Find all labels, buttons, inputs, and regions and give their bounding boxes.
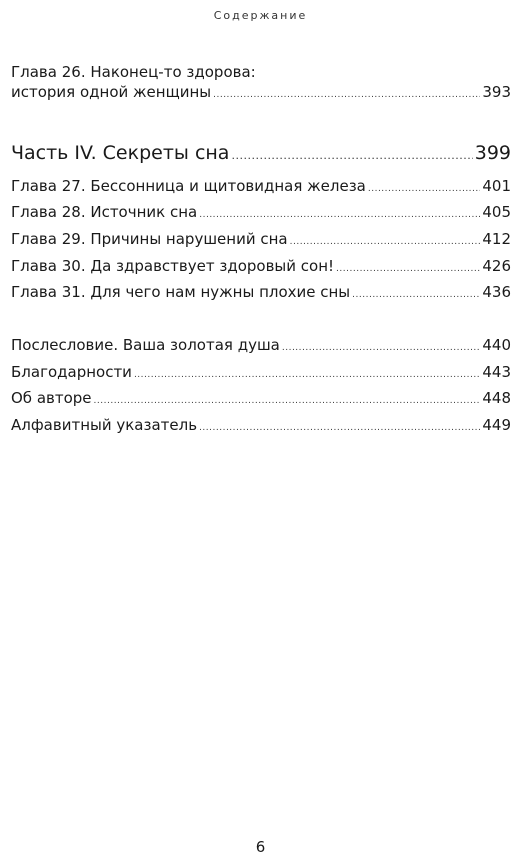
dot-leader	[352, 285, 480, 305]
dot-leader	[336, 259, 480, 279]
toc-entry-page: 412	[482, 230, 511, 248]
toc-entry-label: Об авторе	[11, 389, 92, 407]
toc-part-page: 399	[474, 142, 511, 164]
toc-part-label: Часть IV. Секреты сна	[11, 142, 230, 164]
toc-entry-label: Глава 30. Да здравствует здоровый сон!	[11, 257, 335, 275]
toc-entry-chapter-31[interactable]	[11, 282, 511, 305]
toc-chapter-26-title-line1: Глава 26. Наконец-то здорова:	[11, 63, 256, 81]
toc-entry-chapter-30[interactable]	[11, 256, 511, 279]
dot-leader	[213, 85, 480, 105]
toc-entry-index[interactable]	[11, 415, 511, 438]
toc-entry-label: Глава 28. Источник сна	[11, 203, 198, 221]
dot-leader	[368, 179, 481, 199]
dot-leader	[134, 365, 480, 385]
toc-entry-chapter-27[interactable]	[11, 176, 511, 199]
toc-entry-page: 426	[482, 257, 511, 275]
toc-entry-chapter-29[interactable]	[11, 229, 511, 252]
toc-entry-about-author[interactable]	[11, 388, 511, 411]
dot-leader	[199, 418, 480, 438]
toc-entry-page: 440	[482, 336, 511, 354]
toc-entry-chapter-26[interactable]	[11, 82, 511, 105]
toc-entry-part-4[interactable]	[11, 141, 511, 168]
toc-entry-page: 401	[482, 177, 511, 195]
toc-entry-page: 443	[482, 363, 511, 381]
toc-entry-label: история одной женщины	[11, 83, 212, 101]
toc-entry-page: 448	[482, 389, 511, 407]
page-number: 6	[255, 838, 266, 856]
running-head: Содержание	[213, 9, 308, 22]
toc-entry-label: Глава 27. Бессонница и щитовидная железа	[11, 177, 366, 195]
toc-entry-label: Глава 29. Причины нарушений сна	[11, 230, 288, 248]
toc-entry-label: Алфавитный указатель	[11, 416, 198, 434]
dot-leader	[282, 338, 481, 358]
toc-entry-label: Глава 31. Для чего нам нужны плохие сны	[11, 283, 351, 301]
toc-entry-afterword[interactable]	[11, 335, 511, 358]
dot-leader	[231, 144, 472, 168]
toc-entry-page: 393	[482, 83, 511, 101]
toc-entry-chapter-28[interactable]	[11, 202, 511, 225]
toc-entry-page: 405	[482, 203, 511, 221]
toc-entry-label: Послесловие. Ваша золотая душа	[11, 336, 280, 354]
dot-leader	[94, 391, 481, 411]
dot-leader	[290, 232, 481, 252]
toc-entry-label: Благодарности	[11, 363, 132, 381]
dot-leader	[199, 205, 480, 225]
toc-entry-page: 449	[482, 416, 511, 434]
toc-entry-page: 436	[482, 283, 511, 301]
toc-entry-acknowledgements[interactable]	[11, 362, 511, 385]
